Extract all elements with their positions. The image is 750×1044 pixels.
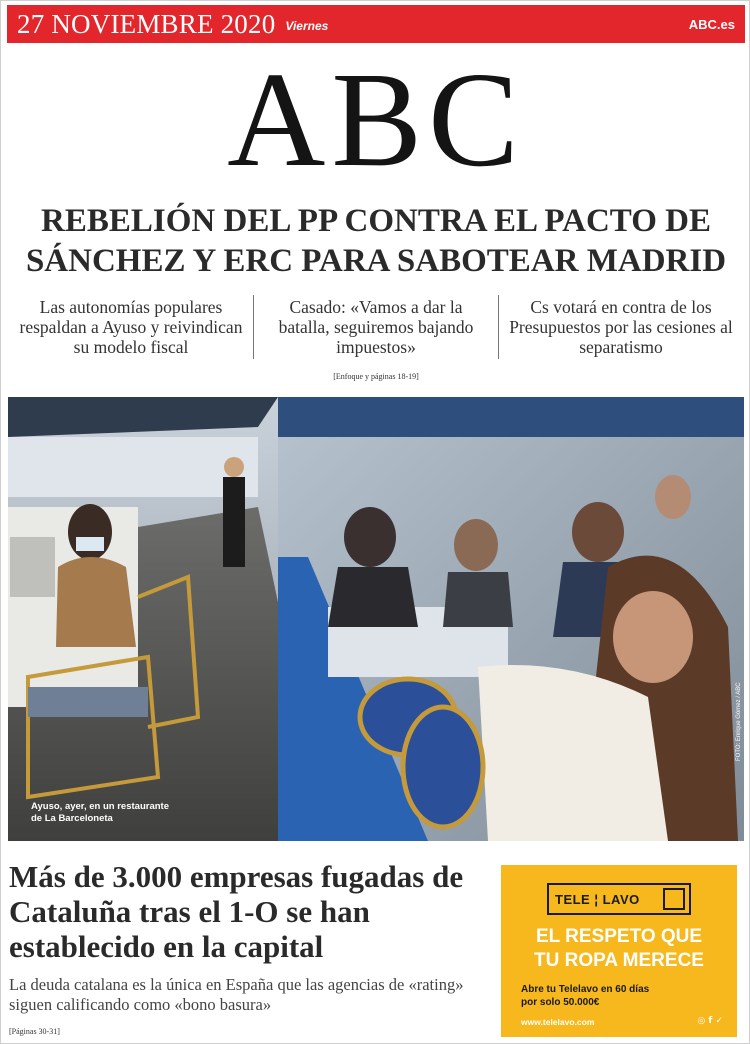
photo-caption	[31, 801, 169, 825]
story-headline[interactable]: Más de 3.000 empresas fugadas de Cataluña tras el 1-O se han establecido en la capital	[9, 859, 464, 964]
lead-photo	[8, 397, 744, 841]
photo-caption-line-2: de La Barceloneta	[31, 813, 113, 824]
ad-offer-line-1: Abre tu Telelavo en 60 días	[521, 984, 650, 995]
main-headline	[1, 201, 750, 281]
masthead-logo: ABC	[227, 45, 525, 195]
telelavo-logo-text: TELE ¦ LAVO	[555, 891, 640, 907]
story-subtitle: La deuda catalana es la única en España que las agencias de «rating» siguen calificando como «bono basura»	[9, 975, 464, 1014]
photo-credit: FOTO: Enrique Gómez / ABC	[736, 682, 742, 761]
story-pages-ref: [Páginas 30-31]	[9, 1027, 60, 1036]
telelavo-logo	[547, 883, 691, 915]
subhead-1: Las autonomías populares respaldan a Ayuso y reivindican su modelo fiscal	[19, 297, 243, 357]
issue-weekday: Viernes	[285, 19, 329, 33]
ad-headline	[501, 925, 737, 973]
site-link[interactable]: ABC.es	[688, 16, 735, 32]
restaurant-photo-illustration	[8, 397, 744, 841]
ad-offer-line-2: por solo 50.000€	[521, 997, 600, 1008]
subhead-3: Cs votará en contra de los Presupuestos por las cesiones al separatismo	[498, 295, 743, 359]
washer-icon	[663, 888, 685, 910]
telelavo-ad[interactable]	[501, 865, 737, 1037]
ad-headline-line-1: EL RESPETO QUE	[535, 926, 703, 947]
ad-url-link[interactable]: www.telelavo.com	[521, 1017, 595, 1027]
photo-caption-line-1: Ayuso, ayer, en un restaurante	[31, 801, 169, 812]
subhead-2: Casado: «Vamos a dar la batalla, seguiremos bajando impuestos»	[253, 295, 498, 359]
issue-date: 27 NOVIEMBRE 2020	[17, 8, 276, 39]
main-headline-line-2: SÁNCHEZ Y ERC PARA SABOTEAR MADRID	[25, 243, 727, 279]
social-icons[interactable]: ◎ f ✓	[697, 1016, 723, 1026]
enfoque-pages-ref: [Enfoque y páginas 18-19]	[333, 372, 419, 381]
ad-offer	[521, 983, 649, 1009]
subheads	[9, 295, 743, 359]
ad-headline-line-2: TU ROPA MERECE	[534, 950, 704, 971]
date-band	[7, 5, 745, 43]
main-headline-line-1: REBELIÓN DEL PP CONTRA EL PACTO DE	[41, 203, 711, 239]
